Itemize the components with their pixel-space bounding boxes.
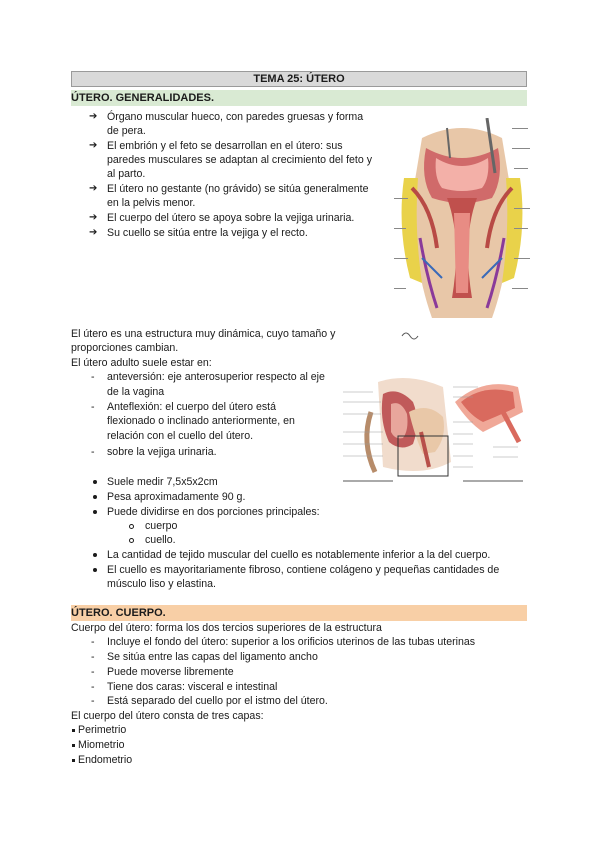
bullet-item-line: El cuello es mayoritariamente fibroso, contiene colágeno y pequeñas cantidades de (107, 564, 500, 576)
bullet-dot (93, 495, 97, 499)
arrow-item-line: de pera. (107, 125, 146, 137)
layers-intro: El cuerpo del útero consta de tres capas: (71, 710, 264, 722)
section-heading-generalidades: ÚTERO. GENERALIDADES. (71, 90, 527, 106)
bullet-item-line: Pesa aproximadamente 90 g. (107, 491, 246, 503)
arrow-item-line: al parto. (107, 168, 146, 180)
cuerpo-item: Se sitúa entre las capas del ligamento ancho (107, 651, 318, 663)
arrow-item-line: en la pelvis menor. (107, 197, 196, 209)
position-item-line: sobre la vejiga urinaria. (107, 446, 217, 458)
bullet-item-line: Suele medir 7,5x5x2cm (107, 476, 218, 488)
arrow-item-line: El embrión y el feto se desarrollan en el útero: sus (107, 140, 343, 152)
sub-bullet-ring (129, 524, 134, 529)
position-item-line: anteversión: eje anterosuperior respecto al eje (107, 371, 325, 383)
sub-bullet-ring (129, 538, 134, 543)
sub-item: cuerpo (145, 520, 178, 532)
adult-intro: El útero adulto suele estar en: (71, 357, 212, 369)
arrow-item-line: El cuerpo del útero se apoya sobre la vejiga urinaria. (107, 212, 355, 224)
dash-marker: - (91, 681, 95, 693)
arrow-icon: ➔ (89, 183, 98, 194)
square-bullet (72, 744, 75, 747)
dash-marker: - (91, 446, 95, 458)
arrow-item-line: El útero no gestante (no grávido) se sitúa generalmente (107, 183, 369, 195)
position-item-line: Anteflexión: el cuerpo del útero está (107, 401, 277, 413)
bullet-item-line: músculo liso y elastina. (107, 578, 216, 590)
cuerpo-item: Está separado del cuello por el istmo del útero. (107, 695, 328, 707)
layer-item: Miometrio (78, 739, 125, 751)
arrow-icon: ➔ (89, 212, 98, 223)
dash-marker: - (91, 651, 95, 663)
arrow-icon: ➔ (89, 140, 98, 151)
dash-marker: - (91, 636, 95, 648)
square-bullet (72, 759, 75, 762)
position-item-line: de la vagina (107, 386, 165, 398)
position-item-line: relación con el cuello del útero. (107, 430, 254, 442)
paragraph-line: proporciones cambian. (71, 342, 179, 354)
bullet-item-line: Puede dividirse en dos porciones principales: (107, 506, 320, 518)
paragraph-line: El útero es una estructura muy dinámica, cuyo tamaño y (71, 328, 336, 340)
square-bullet (72, 729, 75, 732)
bullet-dot (93, 480, 97, 484)
cuerpo-item: Puede moverse libremente (107, 666, 234, 678)
page-title: TEMA 25: ÚTERO (71, 71, 527, 87)
arrow-icon: ➔ (89, 227, 98, 238)
dash-marker: - (91, 666, 95, 678)
section2-intro: Cuerpo del útero: forma los dos tercios superiores de la estructura (71, 622, 382, 634)
layer-item: Endometrio (78, 754, 133, 766)
dash-marker: - (91, 401, 95, 413)
position-item-line: flexionado o inclinado anteriormente, en (107, 415, 295, 427)
cuerpo-item: Tiene dos caras: visceral e intestinal (107, 681, 278, 693)
layer-item: Perimetrio (78, 724, 127, 736)
cuerpo-item: Incluye el fondo del útero: superior a los orificios uterinos de las tubas uterinas (107, 636, 476, 648)
uterus-frontal-dissection-figure (392, 118, 532, 354)
arrow-item-line: Órgano muscular hueco, con paredes gruesas y forma (107, 111, 364, 123)
arrow-item-line: paredes musculares se adaptan al crecimiento del feto y (107, 154, 372, 166)
pelvis-sagittal-figure (343, 372, 533, 490)
section-heading-cuerpo: ÚTERO. CUERPO. (71, 605, 527, 621)
bullet-dot (93, 553, 97, 557)
bullet-item-line: La cantidad de tejido muscular del cuello es notablemente inferior a la del cuerpo. (107, 549, 491, 561)
dash-marker: - (91, 371, 95, 383)
arrow-item-line: Su cuello se sitúa entre la vejiga y el recto. (107, 227, 308, 239)
sub-item: cuello. (145, 534, 176, 546)
arrow-icon: ➔ (89, 111, 98, 122)
dash-marker: - (91, 695, 95, 707)
bullet-dot (93, 510, 97, 514)
bullet-dot (93, 568, 97, 572)
